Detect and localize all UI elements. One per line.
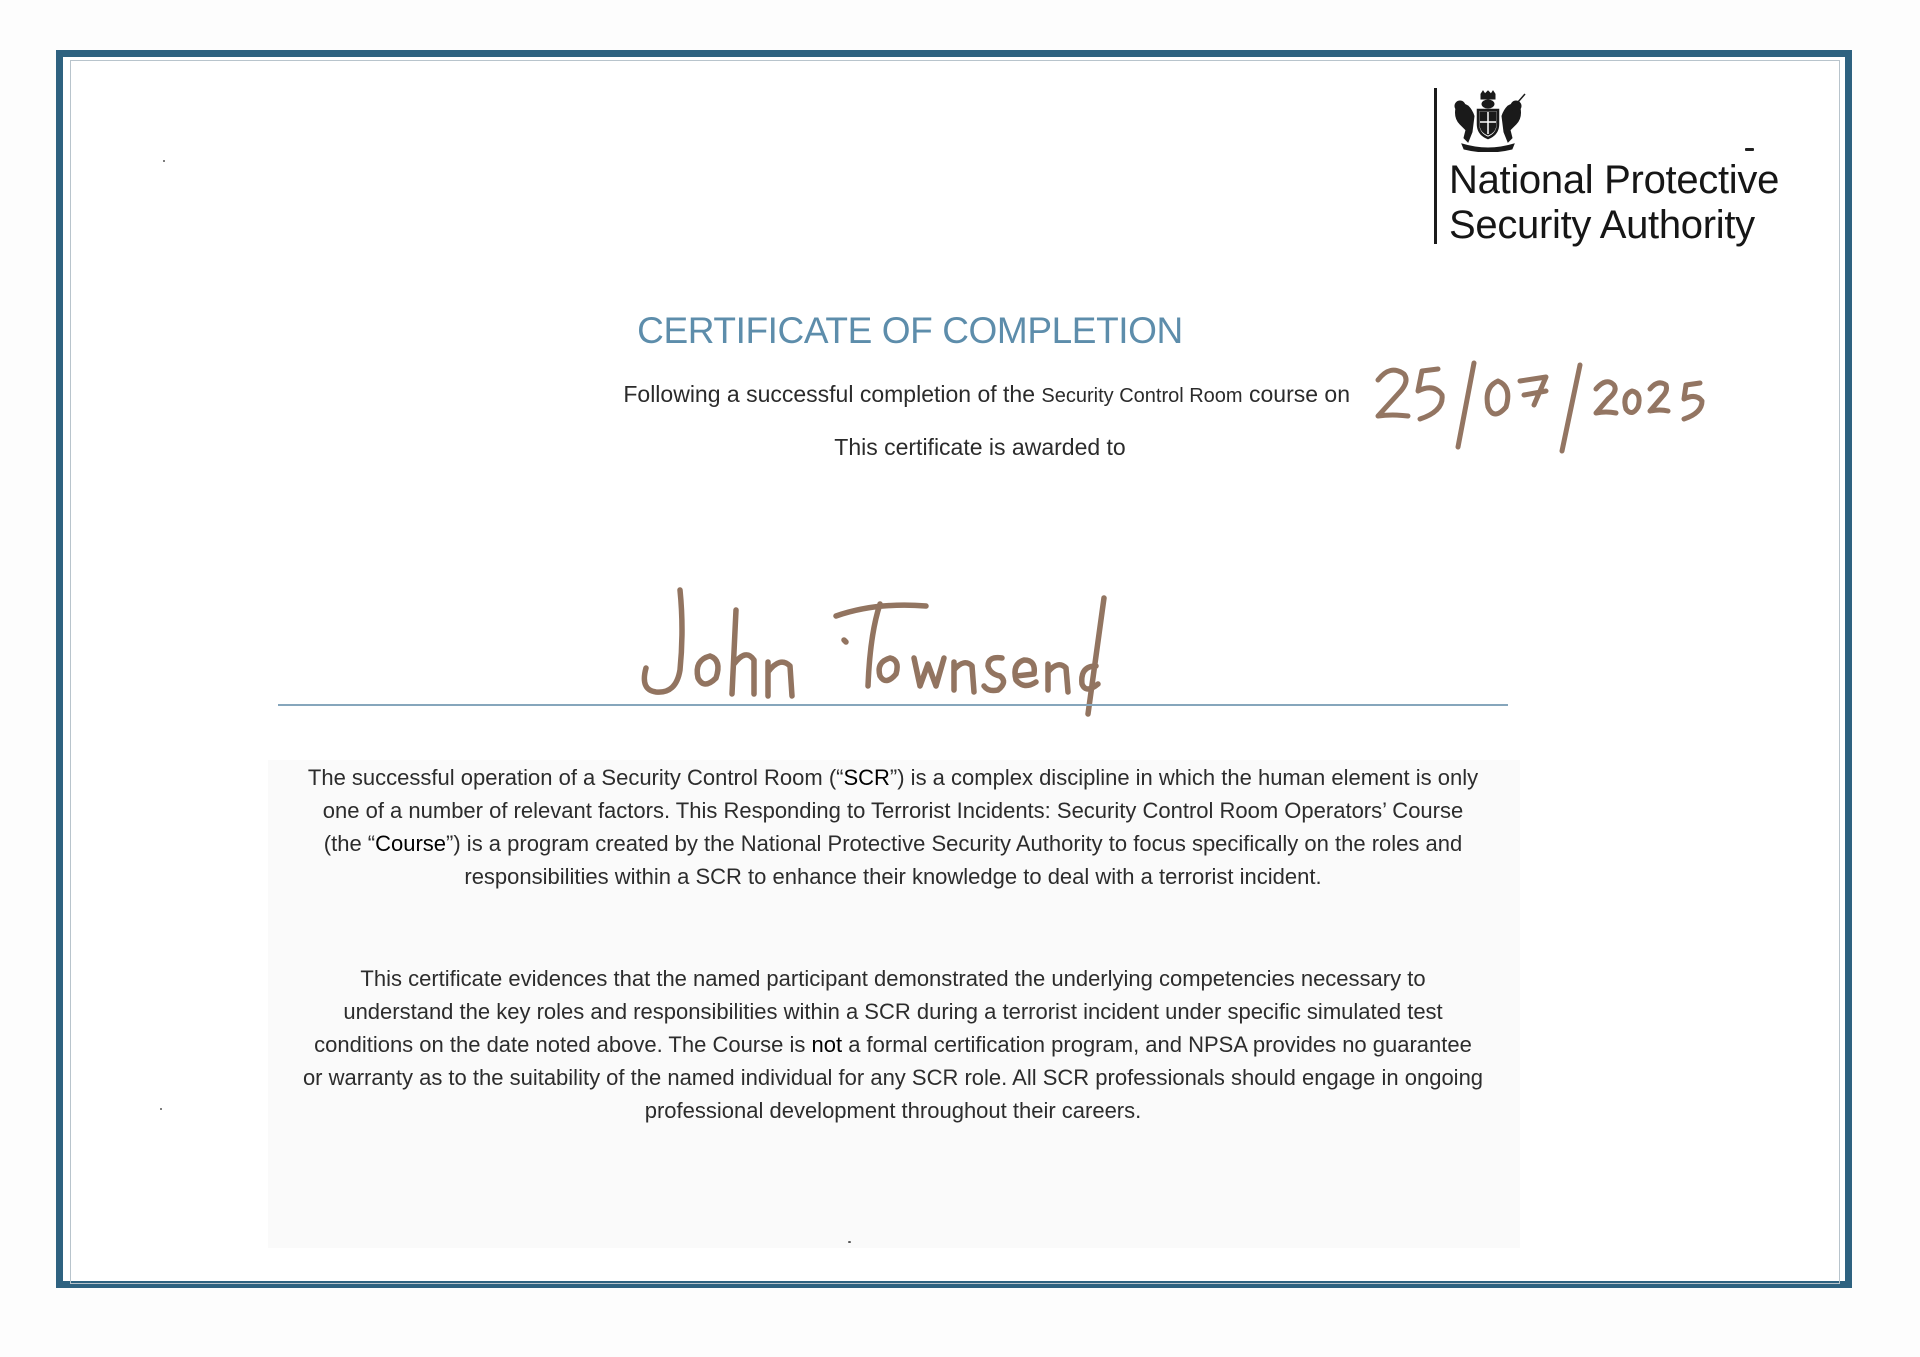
paragraph-text: The successful operation of a Security Control Room (“ — [307, 765, 844, 790]
paragraph-line: understand the key roles and responsibilities within a SCR during a terrorist incident under specific simulated test — [343, 999, 1443, 1024]
completion-statement-suffix: course on — [1242, 381, 1350, 407]
paragraph-line: professional development throughout their careers. — [644, 1098, 1142, 1123]
handwritten-date — [1370, 355, 1720, 460]
certificate-title: CERTIFICATE OF COMPLETION — [637, 310, 1183, 351]
scan-speck — [163, 160, 165, 162]
completion-statement — [400, 381, 1350, 408]
organization-name-line2: Security Authority — [1449, 203, 1755, 247]
course-description-paragraph — [262, 761, 1524, 893]
course-name: Security Control Room — [1041, 385, 1243, 407]
handwritten-recipient-signature — [618, 580, 1178, 720]
completion-statement-prefix: Following a successful completion of the — [623, 381, 1042, 407]
logo-divider-rule — [1434, 88, 1437, 244]
course-term: Course — [375, 831, 447, 856]
paragraph-text: a formal certification program, and NPSA provides no guarantee — [842, 1032, 1472, 1057]
disclaimer-paragraph — [262, 962, 1524, 1127]
scan-speck — [1745, 148, 1754, 151]
paragraph-text: ”) is a complex discipline in which the human element is only — [889, 765, 1479, 790]
paragraph-text: ”) is a program created by the National Protective Security Authority to focus specifically on the roles and — [446, 831, 1463, 856]
paragraph-line: or warranty as to the suitability of the named individual for any SCR role. All SCR professionals should engage in ongoing — [302, 1065, 1484, 1090]
paragraph-line: This certificate evidences that the named participant demonstrated the underlying competencies necessary to — [360, 966, 1426, 991]
paragraph-text: conditions on the date noted above. The Course is — [314, 1032, 812, 1057]
organization-name-line1: National Protective — [1449, 158, 1780, 202]
paragraph-line — [262, 761, 1524, 794]
paragraph-line: responsibilities within a SCR to enhance their knowledge to deal with a terrorist incident. — [464, 864, 1322, 889]
scan-speck — [160, 1108, 162, 1110]
not-emphasis: not — [811, 1032, 843, 1057]
awarded-to-statement: This certificate is awarded to — [834, 434, 1126, 460]
royal-coat-of-arms-icon — [1448, 90, 1528, 152]
organization-name — [1449, 158, 1869, 248]
paragraph-line — [262, 1028, 1524, 1061]
paragraph-line — [262, 827, 1524, 860]
scan-speck — [848, 1241, 851, 1243]
scr-abbreviation: SCR — [843, 765, 890, 790]
recipient-name-line — [278, 704, 1508, 706]
paragraph-text: (the “ — [323, 831, 376, 856]
paragraph-line: one of a number of relevant factors. This Responding to Terrorist Incidents: Security Control Room Operators’ Course — [322, 798, 1464, 823]
